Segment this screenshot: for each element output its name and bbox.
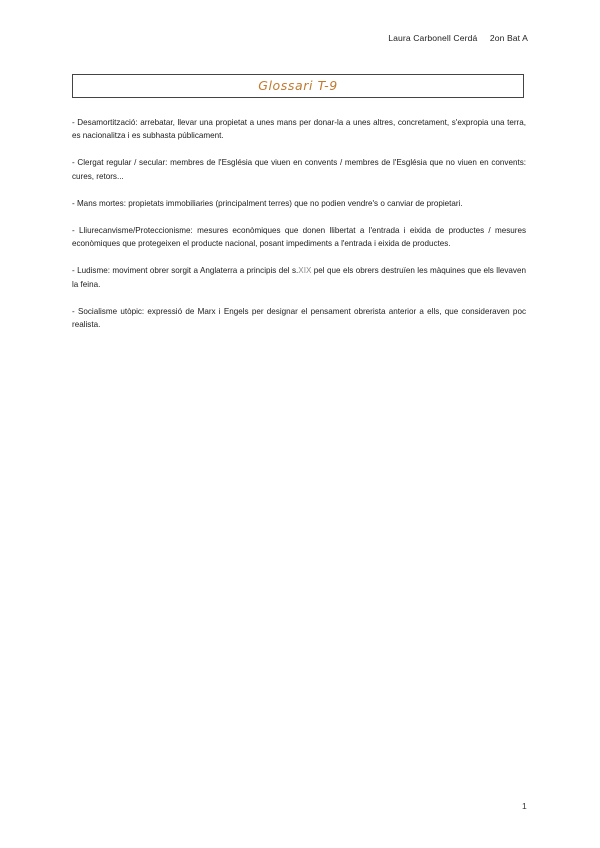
page-header: [388, 33, 528, 43]
author-name: Laura Carbonell Cerdá: [388, 33, 478, 43]
title-box: [72, 74, 524, 98]
century-roman-numeral: XIX: [298, 266, 312, 276]
glossary-list: [72, 116, 526, 345]
entry-text-before: - Ludisme: moviment obrer sorgit a Anglaterra a principis del s.: [72, 266, 299, 276]
glossary-entry-lliurecanvisme: - Lliurecanvisme/Proteccionisme: mesures econòmiques que donen llibertat a l'entrada i eixida de productes / mesures econòmiques que protegeixen el producte nacional, posant impediments a l'entrada i eixida de productes.: [72, 226, 526, 249]
glossary-entry-socialisme-utopic: - Socialisme utòpic: expressió de Marx i Engels per designar el pensament obrerista anterior a ells, que consideraven poc realista.: [72, 306, 526, 330]
entry-text-after: pel que els obrers destruïen les màquines que els llevaven la feina.: [72, 266, 526, 289]
page-title: Glossari T-9: [258, 78, 338, 93]
glossary-entry-clergat: - Clergat regular / secular: membres de l'Església que viuen en convents / membres de l'Església que no viuen en convents: cures, retors...: [72, 158, 526, 181]
glossary-entry-desamortitzacio: - Desamortització: arrebatar, llevar una propietat a unes mans per donar-la a unes altres, concretament, s'expropia una terra, es nacionalitza i es subhasta públicament.: [72, 118, 526, 141]
class-label: 2on Bat A: [489, 33, 528, 43]
glossary-entry-ludisme: [72, 264, 526, 290]
glossary-entry-mans-mortes: - Mans mortes: propietats immobiliaries (principalment terres) que no podien vendre's o canviar de propietari.: [72, 198, 463, 208]
page-number: 1: [522, 801, 527, 811]
